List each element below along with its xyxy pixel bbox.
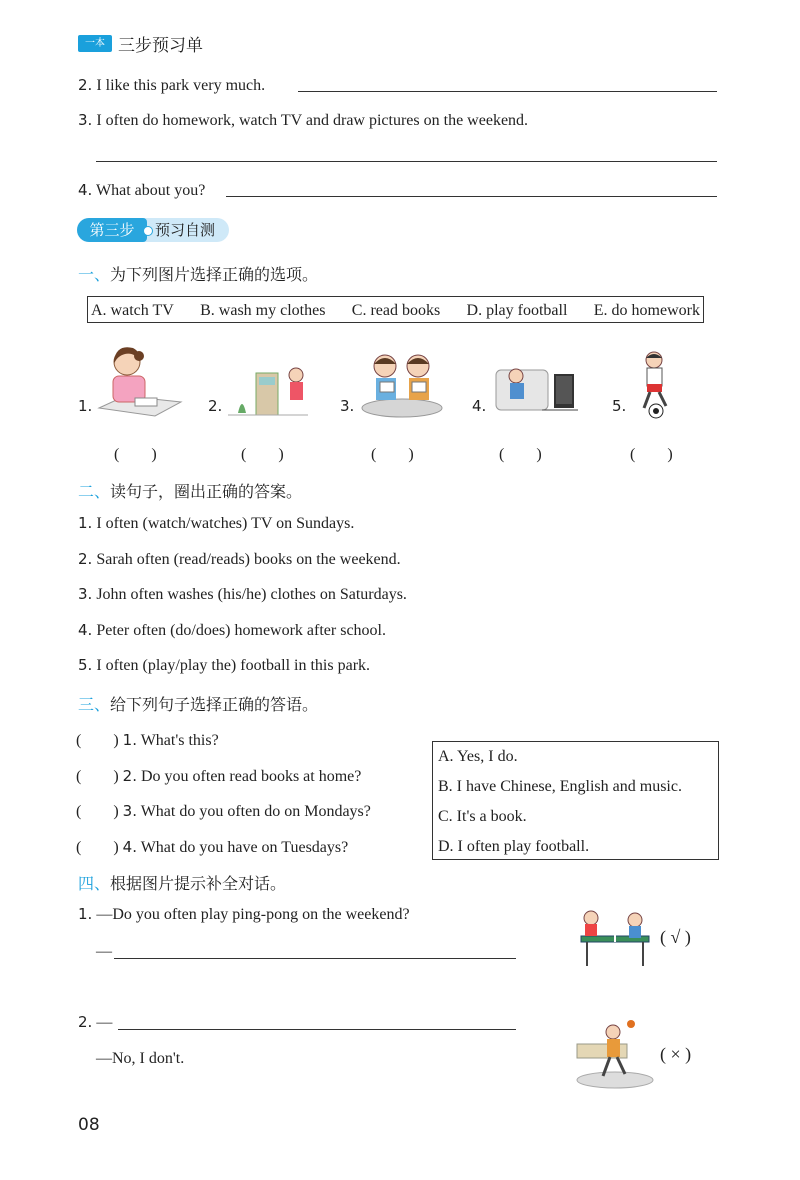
dialog-number: 1. [78, 905, 93, 923]
sentence-row [78, 621, 386, 640]
answer-line[interactable] [114, 958, 516, 959]
option-item: B. wash my clothes [200, 302, 326, 319]
sentence-text[interactable]: Sarah often (read/reads) books on the weekend. [96, 551, 401, 568]
section-number: 四、 [78, 874, 111, 893]
sentence-row [78, 656, 370, 675]
boy-playing-basketball-icon [575, 1020, 655, 1090]
answer-paren[interactable]: ( ) [241, 446, 284, 463]
option-item: C. read books [351, 302, 441, 319]
answer-choice: D. I often play football. [438, 838, 590, 855]
option-item: D. play football [466, 302, 568, 319]
answer-mark-check: ( √ ) [660, 927, 691, 947]
picture-number: 3. [340, 397, 355, 415]
question-number: 3. [78, 111, 93, 129]
option-item: A. watch TV [91, 302, 174, 319]
options-box [87, 296, 704, 323]
section-title [78, 692, 318, 715]
dialog-question [78, 905, 410, 924]
answer-choice: A. Yes, I do. [438, 748, 518, 765]
question-text: I like this park very much. [96, 77, 266, 94]
girl-washing-clothes-icon [228, 365, 308, 420]
match-number: 1. [122, 731, 137, 749]
dialog-row [78, 1013, 112, 1032]
question-text: What about you? [96, 182, 206, 199]
answer-paren[interactable]: ( ) [371, 446, 414, 463]
section-title [78, 262, 318, 285]
answer-paren[interactable]: ( ) [114, 446, 157, 463]
answer-choices-box [432, 741, 719, 860]
answer-paren[interactable]: ( ) [499, 446, 542, 463]
sentence-number: 4. [78, 621, 93, 639]
option-item: E. do homework [593, 302, 700, 319]
question-number: 2. [78, 76, 93, 94]
match-text: Do you often read books at home? [140, 768, 362, 785]
match-row [76, 834, 348, 857]
dialog-dash: — [96, 1014, 113, 1031]
dialog-reply: —No, I don't. [96, 1050, 185, 1067]
section-number: 三、 [78, 695, 111, 714]
sentence-row [78, 550, 401, 569]
answer-line[interactable] [118, 1029, 516, 1030]
answer-choice: C. It's a book. [438, 808, 527, 825]
match-row [76, 798, 371, 821]
picture-number: 1. [78, 397, 93, 415]
kids-playing-ping-pong-icon [575, 910, 655, 970]
sentence-number: 3. [78, 585, 93, 603]
section-number: 一、 [78, 265, 111, 284]
answer-paren[interactable]: ( ) [76, 839, 119, 856]
sentence-row [78, 585, 407, 604]
match-number: 2. [122, 767, 137, 785]
section-title-text: 根据图片提示补全对话。 [110, 874, 287, 893]
step-tag-dot [143, 226, 153, 236]
answer-line[interactable] [298, 91, 717, 92]
dialog-dash: — [96, 943, 112, 960]
match-text: What do you often do on Mondays? [140, 803, 371, 820]
sentence-text[interactable]: I often (play/play the) football in this park. [96, 657, 371, 674]
question-row [78, 76, 265, 95]
match-number: 4. [122, 838, 137, 856]
boy-watching-tv-icon [492, 362, 582, 418]
match-row [76, 727, 219, 750]
section-title [78, 479, 302, 502]
answer-choice: B. I have Chinese, English and music. [438, 778, 682, 795]
sentence-row [78, 514, 354, 533]
sentence-number: 1. [78, 514, 93, 532]
step-tag-title: 预习自测 [155, 221, 216, 239]
book-logo-badge: 一本 [78, 35, 112, 52]
question-row [78, 111, 528, 130]
answer-paren[interactable]: ( ) [76, 768, 119, 785]
section-title [78, 871, 286, 894]
children-reading-books-icon [360, 352, 445, 418]
answer-paren[interactable]: ( ) [630, 446, 673, 463]
girl-writing-homework-icon [95, 340, 185, 420]
answer-mark-cross: ( × ) [660, 1044, 692, 1064]
section-title-text: 给下列句子选择正确的答语。 [110, 695, 319, 714]
answer-paren[interactable]: ( ) [76, 732, 119, 749]
match-text: What's this? [140, 732, 219, 749]
picture-number: 2. [208, 397, 223, 415]
dialog-question-text: —Do you often play ping-pong on the weekend? [96, 906, 410, 923]
picture-number: 5. [612, 397, 627, 415]
boy-playing-football-icon [632, 350, 682, 420]
sentence-number: 5. [78, 656, 93, 674]
dialog-number: 2. [78, 1013, 93, 1031]
section-title-text: 读句子，圈出正确的答案。 [110, 482, 303, 501]
step-tag-number: 第三步 [77, 218, 147, 242]
page-number: 08 [78, 1115, 100, 1135]
match-text: What do you have on Tuesdays? [140, 839, 349, 856]
answer-line[interactable] [96, 161, 717, 162]
page-header-title: 三步预习单 [118, 36, 203, 56]
match-row [76, 763, 361, 786]
question-row [78, 181, 205, 200]
answer-line[interactable] [226, 196, 717, 197]
question-text: I often do homework, watch TV and draw pictures on the weekend. [96, 112, 529, 129]
section-number: 二、 [78, 482, 111, 501]
sentence-text[interactable]: I often (watch/watches) TV on Sundays. [96, 515, 355, 532]
question-number: 4. [78, 181, 93, 199]
answer-paren[interactable]: ( ) [76, 803, 119, 820]
section-title-text: 为下列图片选择正确的选项。 [110, 265, 319, 284]
match-number: 3. [122, 802, 137, 820]
sentence-text[interactable]: Peter often (do/does) homework after school. [96, 622, 386, 639]
picture-number: 4. [472, 397, 487, 415]
sentence-number: 2. [78, 550, 93, 568]
sentence-text[interactable]: John often washes (his/he) clothes on Saturdays. [96, 586, 407, 603]
